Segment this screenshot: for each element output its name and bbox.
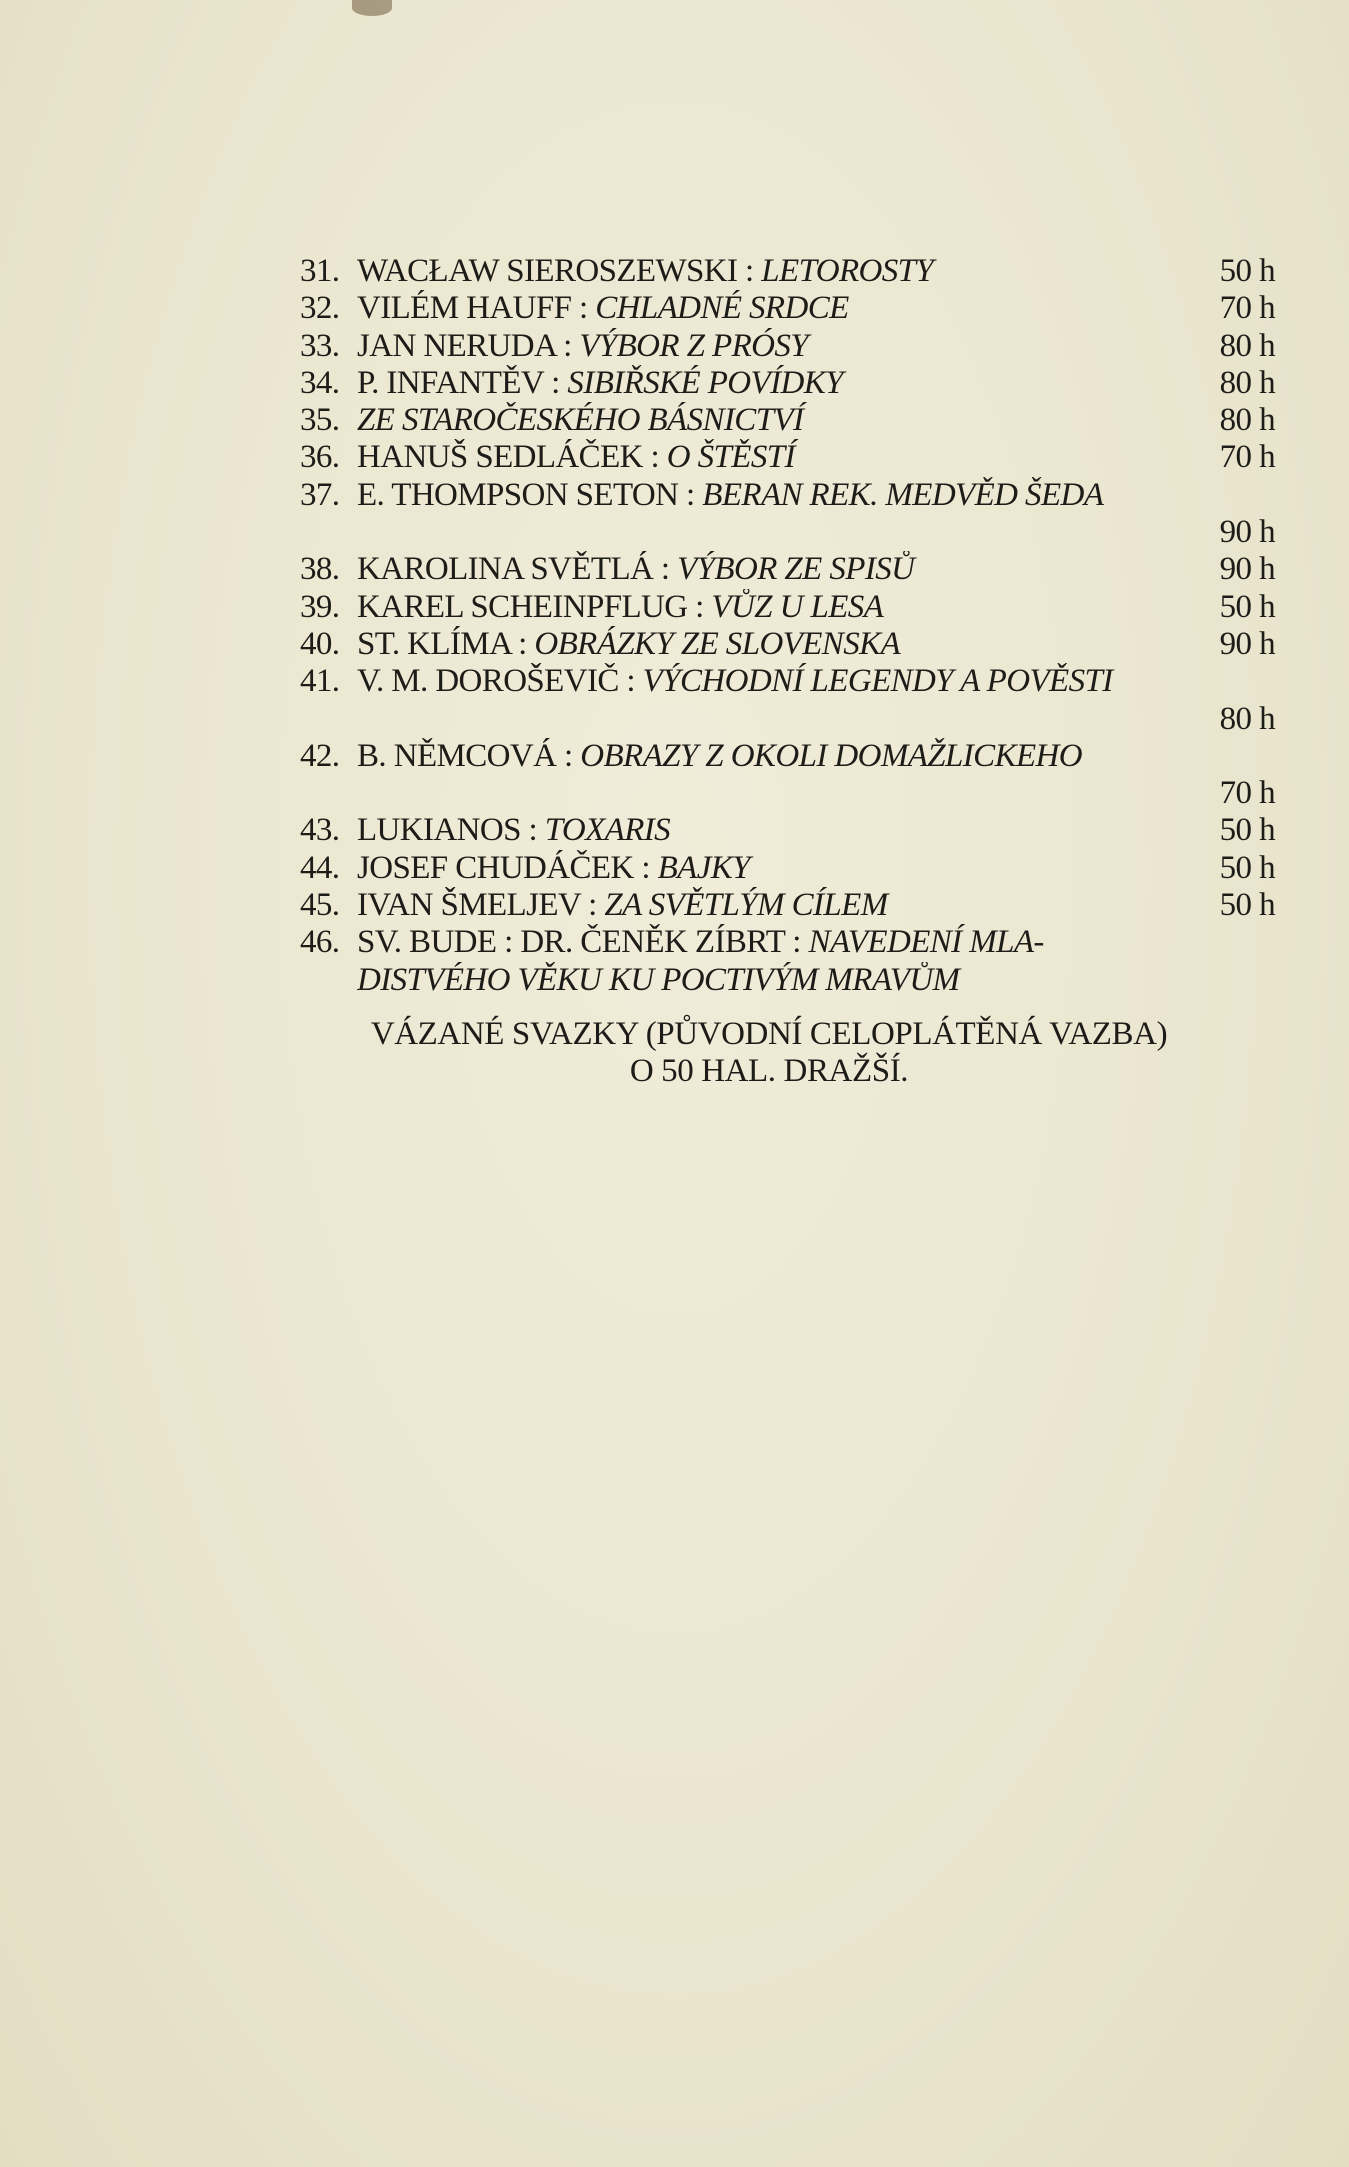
- item-price: 70 h: [1219, 439, 1275, 476]
- item-number: 35.: [300, 402, 340, 439]
- list-item: [300, 439, 1275, 476]
- item-author: KAROLINA SVĚTLÁ :: [357, 551, 670, 588]
- item-author: E. THOMPSON SETON :: [357, 476, 695, 513]
- item-author: P. INFANTĚV :: [357, 364, 560, 401]
- item-title: O ŠTĚSTÍ: [666, 439, 795, 476]
- item-number: 34.: [300, 364, 340, 401]
- item-price: 50 h: [1219, 887, 1275, 924]
- item-number: 39.: [300, 588, 340, 625]
- list-item: [300, 850, 1275, 887]
- item-price: 70 h: [1219, 775, 1275, 812]
- list-item: [300, 738, 1275, 813]
- list-item: [300, 812, 1275, 849]
- item-title: NAVEDENÍ MLA-: [808, 924, 1044, 961]
- list-item: [300, 924, 1275, 999]
- list-item: [300, 551, 1275, 588]
- item-title: ZE STAROČESKÉHO BÁSNICTVÍ: [357, 402, 804, 439]
- list-item: [300, 328, 1275, 365]
- item-author: JOSEF CHUDÁČEK :: [357, 849, 650, 886]
- item-price: 80 h: [1219, 327, 1275, 364]
- item-title: VÝBOR ZE SPISŮ: [677, 551, 915, 588]
- item-author: IVAN ŠMELJEV :: [357, 887, 597, 924]
- item-title: VŮZ U LESA: [711, 588, 884, 625]
- item-price: 50 h: [1219, 812, 1275, 849]
- item-author: JAN NERUDA :: [357, 327, 572, 364]
- item-title: TOXARIS: [544, 812, 671, 849]
- list-item: [300, 253, 1275, 290]
- item-author: HANUŠ SEDLÁČEK :: [357, 439, 660, 476]
- binding-note-line-2: O 50 HAL. DRAŽŠÍ.: [629, 1053, 909, 1089]
- item-author: SV. BUDE : DR. ČENĚK ZÍBRT :: [357, 924, 801, 961]
- item-number: 44.: [300, 849, 340, 886]
- item-number: 32.: [300, 290, 340, 327]
- item-number: 36.: [300, 439, 340, 476]
- item-price: 70 h: [1219, 290, 1275, 327]
- item-author: ST. KLÍMA :: [357, 625, 527, 662]
- item-title: VÝBOR Z PRÓSY: [579, 327, 809, 364]
- item-title: OBRAZY Z OKOLI DOMAŽLICKEHO: [580, 737, 1083, 774]
- item-author: V. M. DOROŠEVIČ :: [357, 663, 635, 700]
- list-item: [300, 589, 1275, 626]
- item-title: CHLADNÉ SRDCE: [595, 290, 849, 327]
- item-author: VILÉM HAUFF :: [357, 290, 588, 327]
- item-price: 50 h: [1219, 253, 1275, 289]
- item-price: 80 h: [1219, 364, 1275, 401]
- item-title-continued: DISTVÉHO VĚKU KU POCTIVÝM MRAVŮM: [357, 961, 960, 998]
- list-item: [300, 626, 1275, 663]
- item-price: 50 h: [1219, 849, 1275, 886]
- item-number: 43.: [300, 812, 340, 849]
- item-number: 46.: [300, 924, 340, 961]
- binding-note-line-1: VÁZANÉ SVAZKY (PŮVODNÍ CELOPLÁTĚNÁ VAZBA): [370, 1016, 1168, 1052]
- item-title: VÝCHODNÍ LEGENDY A POVĚSTI: [642, 663, 1113, 700]
- item-title: LETOROSTY: [761, 253, 934, 289]
- item-title: SIBIŘSKÉ POVÍDKY: [567, 364, 843, 401]
- item-price: 90 h: [1219, 625, 1275, 662]
- item-price: 50 h: [1219, 588, 1275, 625]
- item-number: 38.: [300, 551, 340, 588]
- list-item: [300, 887, 1275, 924]
- item-title: BAJKY: [657, 849, 750, 886]
- item-price: 90 h: [1219, 551, 1275, 588]
- paper-stain: [352, 0, 392, 16]
- item-author: B. NĚMCOVÁ :: [357, 737, 573, 774]
- list-item: [300, 290, 1275, 327]
- list-item: [300, 402, 1275, 439]
- item-number: 42.: [300, 737, 340, 774]
- item-author: LUKIANOS :: [357, 812, 538, 849]
- item-number: 37.: [300, 476, 340, 513]
- item-price: 80 h: [1219, 700, 1275, 737]
- binding-note: [300, 1016, 1238, 1090]
- item-author: WACŁAW SIEROSZEWSKI :: [357, 253, 754, 289]
- item-number: 45.: [300, 887, 340, 924]
- item-price: 90 h: [1219, 514, 1275, 551]
- item-author: KAREL SCHEINPFLUG :: [357, 588, 704, 625]
- item-title: ZA SVĚTLÝM CÍLEM: [604, 887, 888, 924]
- item-number: 40.: [300, 625, 340, 662]
- list-item: [300, 365, 1275, 402]
- list-item: [300, 663, 1275, 738]
- item-price: 80 h: [1219, 402, 1275, 439]
- item-number: 41.: [300, 663, 340, 700]
- item-title: OBRÁZKY ZE SLOVENSKA: [534, 625, 901, 662]
- list-item: [300, 477, 1275, 552]
- item-title: BERAN REK. MEDVĚD ŠEDA: [702, 476, 1104, 513]
- book-list: [300, 253, 1275, 999]
- item-number: 33.: [300, 327, 340, 364]
- item-number: 31.: [300, 253, 340, 289]
